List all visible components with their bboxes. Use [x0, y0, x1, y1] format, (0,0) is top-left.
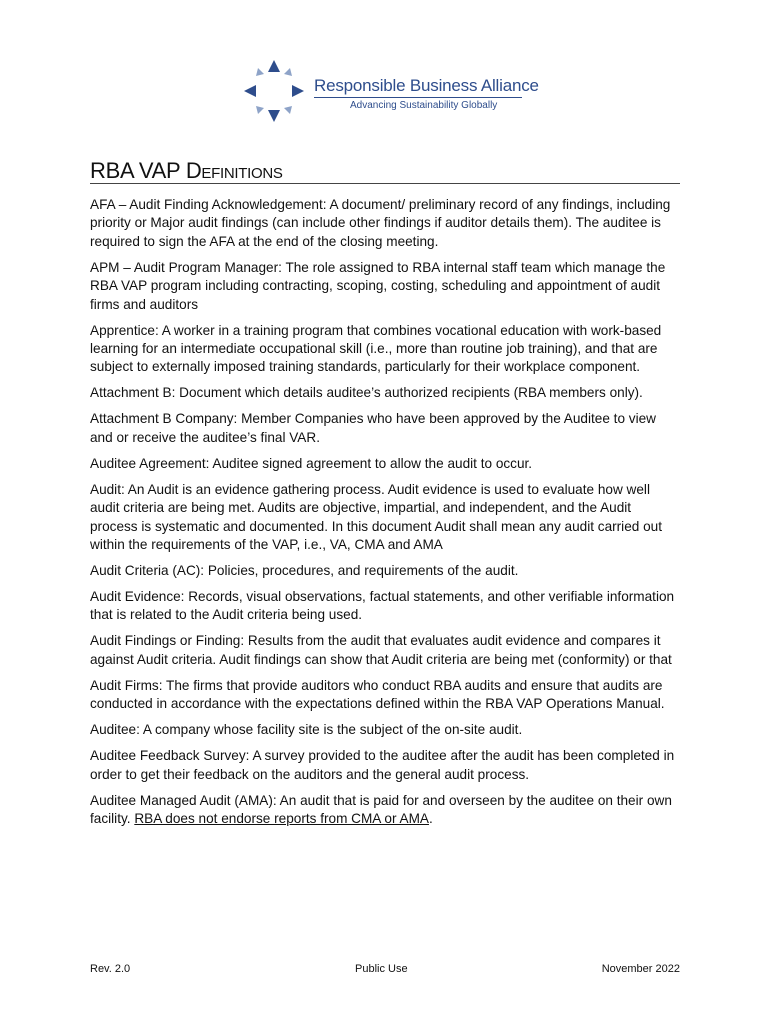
definition-entry [90, 588, 680, 625]
definition-text: Audit Criteria (AC): Policies, procedures, and requirements of the audit. [90, 563, 519, 579]
definition-text: Audit Evidence: Records, visual observations, factual statements, and other verifiable information that is related to the Audit criteria being used. [90, 589, 675, 623]
definition-entry [90, 322, 680, 377]
definition-text: Auditee: A company whose facility site is the subject of the on-site audit. [90, 722, 523, 738]
logo-divider [314, 97, 522, 98]
definition-text: Auditee Managed Audit (AMA): An audit that is paid for and overseen by the auditee on their own facility. [90, 792, 672, 827]
definition-text: APM – Audit Program Manager: The role assigned to RBA internal staff team which manage the RBA VAP program including contracting, scoping, costing, scheduling and appointment of audit firms and auditors [90, 259, 666, 312]
definition-text: Audit Firms: The firms that provide auditors who conduct RBA audits and ensure that audits are conducted in accordance with the expectations defined within the RBA VAP Operations Manual. [90, 677, 665, 712]
definition-entry [90, 196, 680, 251]
org-name: Responsible Business Alliance [314, 76, 539, 95]
definition-text: AFA – Audit Finding Acknowledgement: A document/ preliminary record of any findings, including priority or Major audit findings (can include other findings if auditor details them). The auditee is required to sign the AFA at the end of the closing meeting. [90, 197, 671, 249]
definition-entry [90, 721, 680, 739]
definition-entry [90, 792, 680, 829]
footer-revision: Rev. 2.0 [90, 963, 131, 975]
footer-classification: Public Use [355, 963, 408, 975]
definition-text: Apprentice: A worker in a training program that combines vocational education with work-based learning for an intermediate occupational skill (i.e., more than routine job training), and that are subject to externally imposed training standards, particularly for their workplace component. [90, 322, 662, 375]
definition-text: Attachment B Company: Member Companies who have been approved by the Auditee to view and or receive the auditee’s final VAR. [90, 411, 656, 445]
page-title: RBA VAP Definitions [90, 158, 283, 183]
rba-logo [242, 58, 542, 128]
definition-entry [90, 259, 680, 314]
definition-text: Attachment B: Document which details auditee’s authorized recipients (RBA members only). [90, 385, 643, 401]
definition-entry [90, 384, 680, 402]
definition-entry [90, 677, 680, 714]
definition-underlined-note: RBA does not endorse reports from CMA or AMA [134, 811, 429, 827]
org-tagline: Advancing Sustainability Globally [350, 100, 498, 111]
page-footer [90, 963, 680, 979]
footer-date: November 2022 [601, 963, 680, 975]
definition-text: Audit: An Audit is an evidence gathering process. Audit evidence is used to evaluate how well audit criteria are being met. Audits are objective, impartial, and independent, and the Audit process is systematic and documented. In this document Audit shall mean any audit carried out within the requirements of the VAP, i.e., VA, CMA and AMA [90, 481, 662, 553]
definition-text: Auditee Agreement: Auditee signed agreement to allow the audit to occur. [90, 455, 533, 471]
definition-entry [90, 562, 680, 580]
title-underline [90, 183, 680, 184]
definition-trailing: . [428, 811, 433, 827]
definition-entry [90, 410, 680, 447]
definition-entry [90, 632, 680, 669]
definitions-list [90, 196, 680, 836]
definition-entry [90, 481, 680, 555]
definition-text: Auditee Feedback Survey: A survey provided to the auditee after the audit has been completed in order to get their feedback on the auditors and the general audit process. [90, 748, 675, 782]
definition-entry [90, 747, 680, 784]
rba-compass-icon [242, 58, 306, 124]
definition-text: Audit Findings or Finding: Results from the audit that evaluates audit evidence and compares it against Audit criteria. Audit findings can show that Audit criteria are being met (conformity) or that [90, 633, 672, 667]
definition-entry [90, 455, 680, 473]
